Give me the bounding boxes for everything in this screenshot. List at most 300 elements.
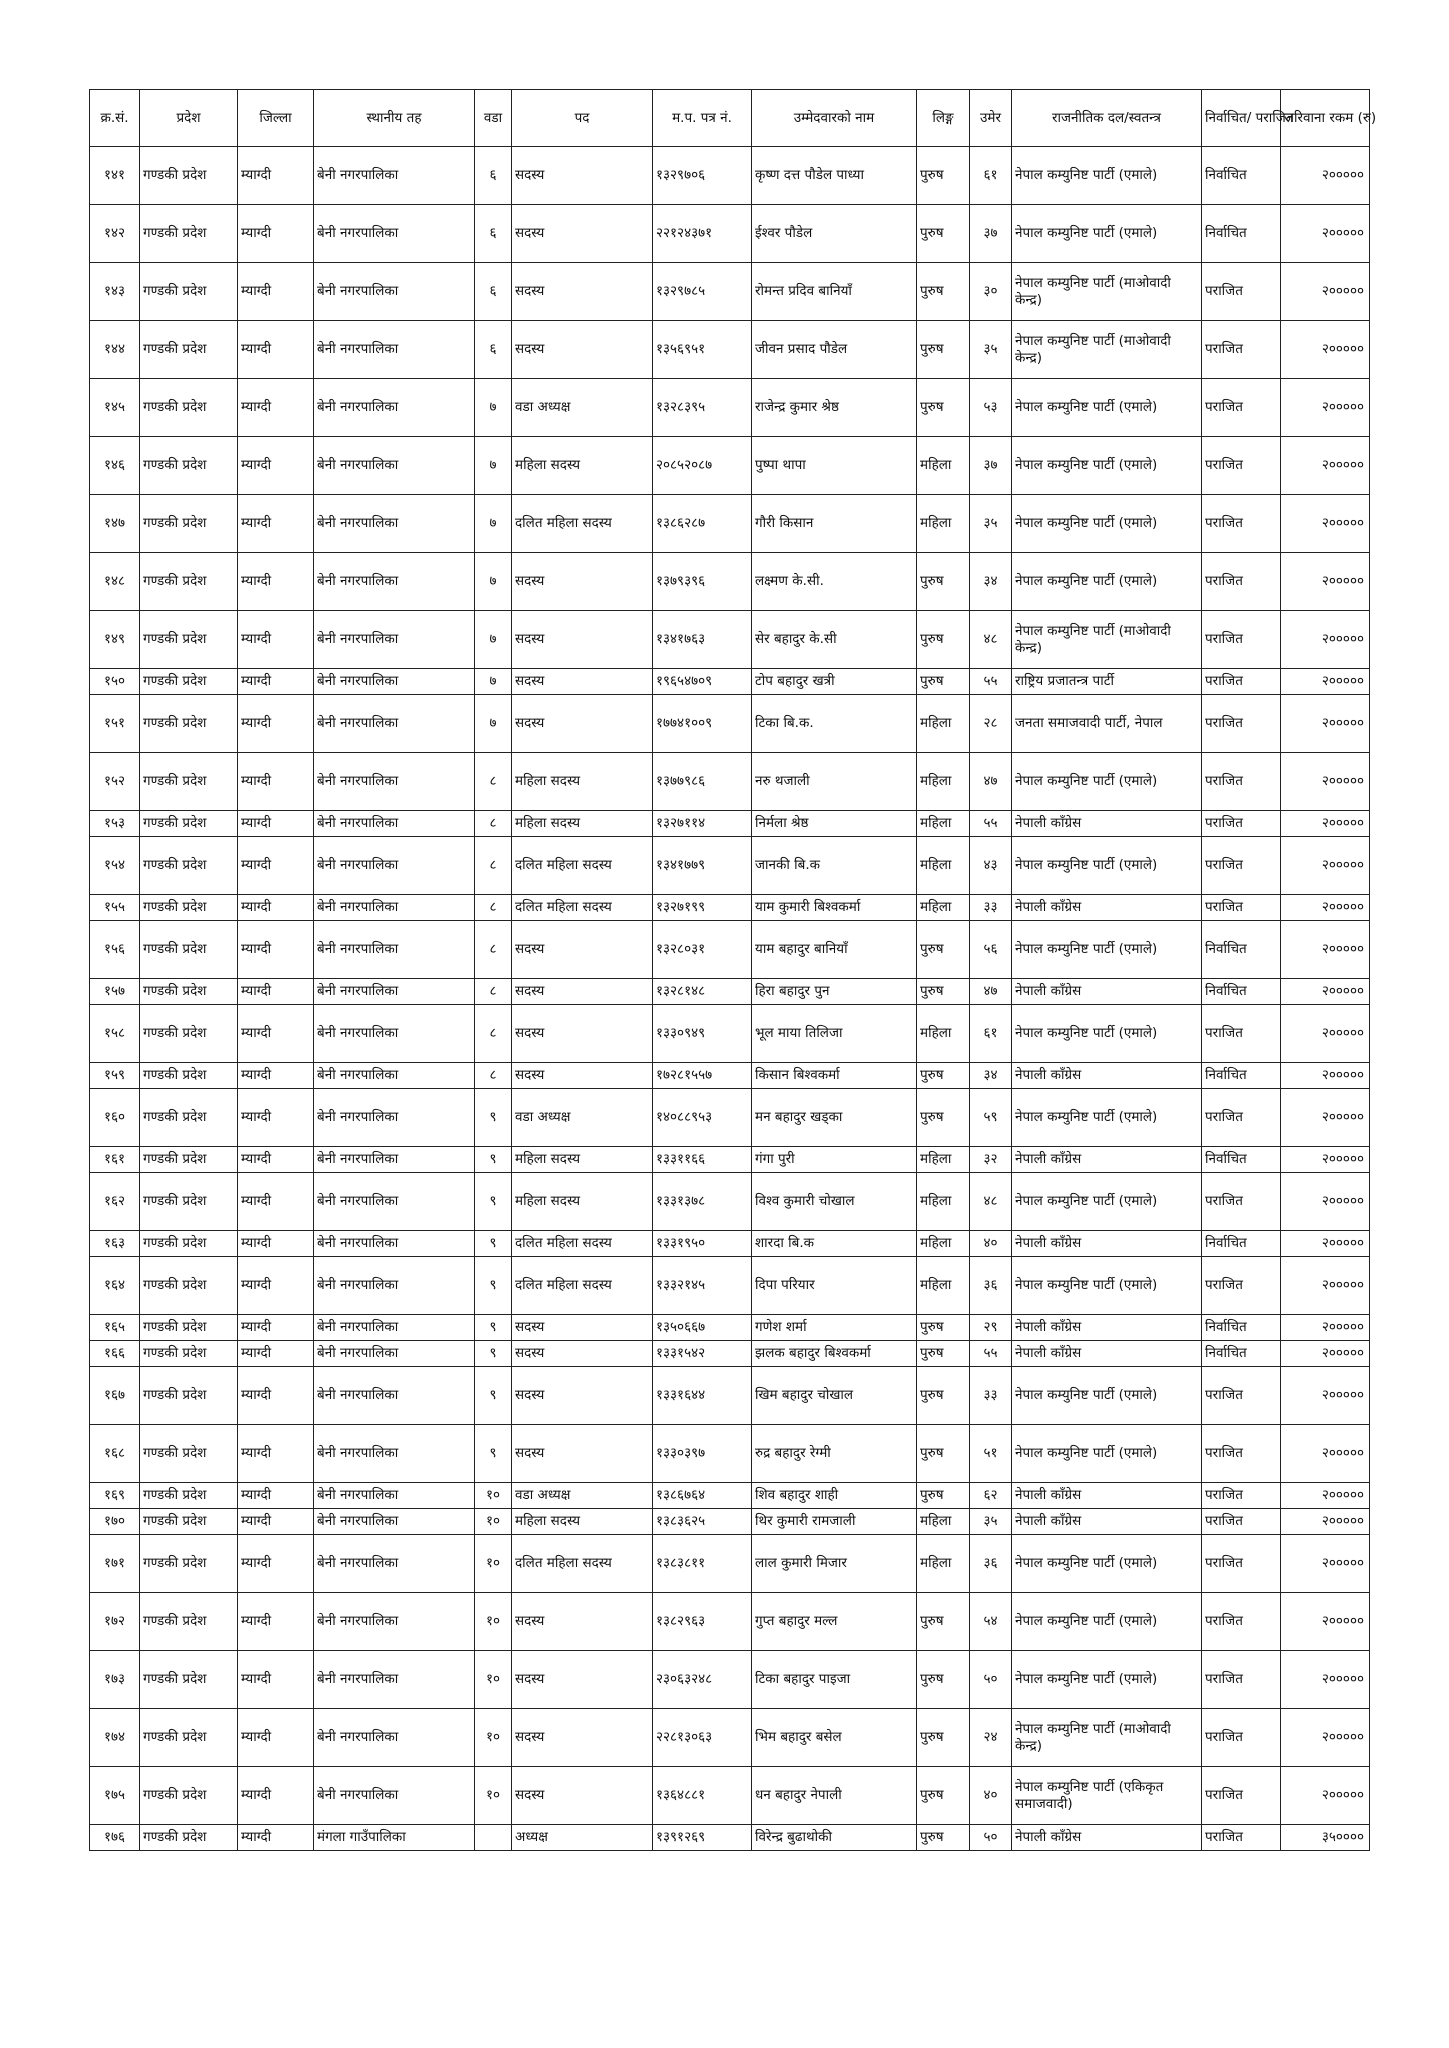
cell-gender: पुरुष bbox=[917, 147, 970, 205]
cell-local-level: बेनी नगरपालिका bbox=[314, 1231, 475, 1257]
cell-local-level: बेनी नगरपालिका bbox=[314, 1005, 475, 1063]
cell-ward: ७ bbox=[475, 669, 512, 695]
cell-age: ३५ bbox=[970, 321, 1012, 379]
cell-result: पराजित bbox=[1202, 321, 1281, 379]
cell-party: राष्ट्रिय प्रजातन्त्र पार्टी bbox=[1012, 669, 1202, 695]
cell-province: गण्डकी प्रदेश bbox=[140, 1709, 238, 1767]
cell-fine-amount: २००००० bbox=[1281, 1509, 1370, 1535]
cell-age: ३७ bbox=[970, 205, 1012, 263]
cell-result: निर्वाचित bbox=[1202, 1231, 1281, 1257]
cell-post: सदस्य bbox=[512, 1005, 653, 1063]
table-row bbox=[90, 1509, 1370, 1535]
table-row bbox=[90, 1367, 1370, 1425]
cell-ward: ६ bbox=[475, 147, 512, 205]
table-row bbox=[90, 669, 1370, 695]
cell-gender: महिला bbox=[917, 1509, 970, 1535]
cell-fine-amount: २००००० bbox=[1281, 669, 1370, 695]
cell-ward: १० bbox=[475, 1535, 512, 1593]
cell-fine-amount: २००००० bbox=[1281, 695, 1370, 753]
cell-post: महिला सदस्य bbox=[512, 1147, 653, 1173]
cell-result: पराजित bbox=[1202, 1709, 1281, 1767]
cell-ballot-number: १७७४१००९ bbox=[653, 695, 752, 753]
cell-serial: १४६ bbox=[90, 437, 140, 495]
cell-age: ३४ bbox=[970, 1063, 1012, 1089]
cell-gender: पुरुष bbox=[917, 979, 970, 1005]
cell-post: दलित महिला सदस्य bbox=[512, 1257, 653, 1315]
cell-gender: महिला bbox=[917, 1147, 970, 1173]
cell-age: ५९ bbox=[970, 1089, 1012, 1147]
cell-serial: १६० bbox=[90, 1089, 140, 1147]
cell-fine-amount: २००००० bbox=[1281, 379, 1370, 437]
table-row bbox=[90, 837, 1370, 895]
cell-party: नेपाल कम्युनिष्ट पार्टी (माओवादी केन्द्र) bbox=[1012, 321, 1202, 379]
cell-post: सदस्य bbox=[512, 979, 653, 1005]
cell-candidate-name: रोमन्त प्रदिव बानियाँ bbox=[752, 263, 917, 321]
cell-local-level: बेनी नगरपालिका bbox=[314, 321, 475, 379]
cell-province: गण्डकी प्रदेश bbox=[140, 695, 238, 753]
cell-result: पराजित bbox=[1202, 553, 1281, 611]
cell-district: म्याग्दी bbox=[238, 669, 314, 695]
cell-fine-amount: २००००० bbox=[1281, 1257, 1370, 1315]
cell-local-level: बेनी नगरपालिका bbox=[314, 147, 475, 205]
table-row bbox=[90, 1005, 1370, 1063]
col-header-age: उमेर bbox=[970, 90, 1012, 147]
cell-post: सदस्य bbox=[512, 147, 653, 205]
cell-province: गण्डकी प्रदेश bbox=[140, 1509, 238, 1535]
col-header-ballot-number: म.प. पत्र नं. bbox=[653, 90, 752, 147]
cell-age: ५० bbox=[970, 1651, 1012, 1709]
cell-fine-amount: २००००० bbox=[1281, 979, 1370, 1005]
cell-party: नेपाल कम्युनिष्ट पार्टी (एमाले) bbox=[1012, 553, 1202, 611]
table-row bbox=[90, 553, 1370, 611]
cell-gender: महिला bbox=[917, 1173, 970, 1231]
cell-ballot-number: २३०६३२४८ bbox=[653, 1651, 752, 1709]
cell-result: पराजित bbox=[1202, 753, 1281, 811]
cell-local-level: बेनी नगरपालिका bbox=[314, 1367, 475, 1425]
cell-gender: महिला bbox=[917, 895, 970, 921]
cell-post: सदस्य bbox=[512, 1651, 653, 1709]
cell-age: ५१ bbox=[970, 1425, 1012, 1483]
cell-post: सदस्य bbox=[512, 1063, 653, 1089]
cell-post: सदस्य bbox=[512, 263, 653, 321]
cell-gender: महिला bbox=[917, 753, 970, 811]
cell-ballot-number: २२१२४३७१ bbox=[653, 205, 752, 263]
cell-party: नेपाल कम्युनिष्ट पार्टी (एमाले) bbox=[1012, 437, 1202, 495]
cell-candidate-name: टिका बि.क. bbox=[752, 695, 917, 753]
cell-result: निर्वाचित bbox=[1202, 921, 1281, 979]
table-row bbox=[90, 379, 1370, 437]
cell-fine-amount: २००००० bbox=[1281, 1651, 1370, 1709]
cell-gender: पुरुष bbox=[917, 553, 970, 611]
cell-age: ३५ bbox=[970, 1509, 1012, 1535]
cell-serial: १४९ bbox=[90, 611, 140, 669]
cell-ballot-number: १३२९७०६ bbox=[653, 147, 752, 205]
cell-post: सदस्य bbox=[512, 1593, 653, 1651]
cell-party: नेपाल कम्युनिष्ट पार्टी (एमाले) bbox=[1012, 1173, 1202, 1231]
cell-ballot-number: १३८६७६४ bbox=[653, 1483, 752, 1509]
cell-serial: १४१ bbox=[90, 147, 140, 205]
table-row bbox=[90, 437, 1370, 495]
cell-local-level: बेनी नगरपालिका bbox=[314, 695, 475, 753]
cell-ward: ९ bbox=[475, 1315, 512, 1341]
cell-local-level: बेनी नगरपालिका bbox=[314, 979, 475, 1005]
cell-candidate-name: टिका बहादुर पाइजा bbox=[752, 1651, 917, 1709]
cell-gender: पुरुष bbox=[917, 1425, 970, 1483]
cell-serial: १६४ bbox=[90, 1257, 140, 1315]
cell-fine-amount: २००००० bbox=[1281, 1709, 1370, 1767]
cell-fine-amount: २००००० bbox=[1281, 1483, 1370, 1509]
table-row bbox=[90, 1089, 1370, 1147]
cell-local-level: बेनी नगरपालिका bbox=[314, 1173, 475, 1231]
cell-result: पराजित bbox=[1202, 811, 1281, 837]
cell-local-level: बेनी नगरपालिका bbox=[314, 205, 475, 263]
cell-gender: महिला bbox=[917, 495, 970, 553]
cell-gender: महिला bbox=[917, 695, 970, 753]
cell-candidate-name: पुष्पा थापा bbox=[752, 437, 917, 495]
cell-ballot-number: १९६५४७०९ bbox=[653, 669, 752, 695]
cell-province: गण्डकी प्रदेश bbox=[140, 205, 238, 263]
cell-serial: १६३ bbox=[90, 1231, 140, 1257]
cell-ballot-number: १४०८८९५३ bbox=[653, 1089, 752, 1147]
cell-result: निर्वाचित bbox=[1202, 979, 1281, 1005]
cell-post: वडा अध्यक्ष bbox=[512, 379, 653, 437]
cell-post: दलित महिला सदस्य bbox=[512, 1535, 653, 1593]
cell-party: नेपाल कम्युनिष्ट पार्टी (एमाले) bbox=[1012, 1257, 1202, 1315]
cell-result: पराजित bbox=[1202, 1593, 1281, 1651]
cell-fine-amount: २००००० bbox=[1281, 553, 1370, 611]
cell-post: सदस्य bbox=[512, 321, 653, 379]
cell-district: म्याग्दी bbox=[238, 979, 314, 1005]
cell-serial: १५० bbox=[90, 669, 140, 695]
cell-ballot-number: १३६४८८१ bbox=[653, 1767, 752, 1825]
cell-ward: ८ bbox=[475, 895, 512, 921]
cell-ballot-number: १३५०६६७ bbox=[653, 1315, 752, 1341]
cell-result: पराजित bbox=[1202, 437, 1281, 495]
cell-party: नेपाली काँग्रेस bbox=[1012, 895, 1202, 921]
table-row bbox=[90, 1231, 1370, 1257]
cell-party: नेपाली काँग्रेस bbox=[1012, 979, 1202, 1005]
cell-district: म्याग्दी bbox=[238, 1173, 314, 1231]
cell-province: गण्डकी प्रदेश bbox=[140, 1257, 238, 1315]
cell-serial: १४४ bbox=[90, 321, 140, 379]
cell-fine-amount: २००००० bbox=[1281, 1147, 1370, 1173]
cell-local-level: बेनी नगरपालिका bbox=[314, 611, 475, 669]
cell-district: म्याग्दी bbox=[238, 811, 314, 837]
cell-party: नेपाल कम्युनिष्ट पार्टी (एकिकृत समाजवादी) bbox=[1012, 1767, 1202, 1825]
cell-candidate-name: हिरा बहादुर पुन bbox=[752, 979, 917, 1005]
cell-candidate-name: भिम बहादुर बसेल bbox=[752, 1709, 917, 1767]
cell-ward: १० bbox=[475, 1709, 512, 1767]
cell-serial: १५४ bbox=[90, 837, 140, 895]
cell-ballot-number: १३३१९५० bbox=[653, 1231, 752, 1257]
cell-post: वडा अध्यक्ष bbox=[512, 1089, 653, 1147]
cell-party: नेपाल कम्युनिष्ट पार्टी (माओवादी केन्द्र) bbox=[1012, 611, 1202, 669]
cell-result: निर्वाचित bbox=[1202, 205, 1281, 263]
cell-party: जनता समाजवादी पार्टी, नेपाल bbox=[1012, 695, 1202, 753]
cell-province: गण्डकी प्रदेश bbox=[140, 1483, 238, 1509]
cell-result: पराजित bbox=[1202, 1509, 1281, 1535]
cell-province: गण्डकी प्रदेश bbox=[140, 1535, 238, 1593]
cell-province: गण्डकी प्रदेश bbox=[140, 1825, 238, 1851]
table-row bbox=[90, 205, 1370, 263]
cell-district: म्याग्दी bbox=[238, 553, 314, 611]
cell-gender: पुरुष bbox=[917, 611, 970, 669]
cell-gender: पुरुष bbox=[917, 1593, 970, 1651]
cell-post: सदस्य bbox=[512, 669, 653, 695]
cell-candidate-name: झलक बहादुर बिश्वकर्मा bbox=[752, 1341, 917, 1367]
cell-gender: पुरुष bbox=[917, 669, 970, 695]
cell-candidate-name: शारदा बि.क bbox=[752, 1231, 917, 1257]
col-header-candidate-name: उम्मेदवारको नाम bbox=[752, 90, 917, 147]
cell-province: गण्डकी प्रदेश bbox=[140, 895, 238, 921]
cell-candidate-name: थिर कुमारी रामजाली bbox=[752, 1509, 917, 1535]
cell-ballot-number: १३२९७८५ bbox=[653, 263, 752, 321]
cell-party: नेपाली काँग्रेस bbox=[1012, 1147, 1202, 1173]
cell-candidate-name: विरेन्द्र बुढाथोकी bbox=[752, 1825, 917, 1851]
cell-gender: महिला bbox=[917, 437, 970, 495]
cell-district: म्याग्दी bbox=[238, 1147, 314, 1173]
cell-ward: ९ bbox=[475, 1367, 512, 1425]
cell-fine-amount: २००००० bbox=[1281, 147, 1370, 205]
cell-ballot-number: १३७९३९६ bbox=[653, 553, 752, 611]
cell-candidate-name: निर्मला श्रेष्ठ bbox=[752, 811, 917, 837]
cell-gender: पुरुष bbox=[917, 1063, 970, 1089]
cell-result: निर्वाचित bbox=[1202, 1341, 1281, 1367]
cell-fine-amount: २००००० bbox=[1281, 837, 1370, 895]
cell-ballot-number: १३३१६४४ bbox=[653, 1367, 752, 1425]
cell-result: पराजित bbox=[1202, 1367, 1281, 1425]
table-row bbox=[90, 1063, 1370, 1089]
cell-post: सदस्य bbox=[512, 1425, 653, 1483]
cell-district: म्याग्दी bbox=[238, 1367, 314, 1425]
table-row bbox=[90, 895, 1370, 921]
cell-province: गण्डकी प्रदेश bbox=[140, 1005, 238, 1063]
cell-post: सदस्य bbox=[512, 695, 653, 753]
cell-gender: महिला bbox=[917, 1535, 970, 1593]
cell-serial: १५३ bbox=[90, 811, 140, 837]
cell-age: ३२ bbox=[970, 1147, 1012, 1173]
cell-serial: १४५ bbox=[90, 379, 140, 437]
cell-fine-amount: २००००० bbox=[1281, 437, 1370, 495]
cell-district: म्याग्दी bbox=[238, 921, 314, 979]
cell-result: पराजित bbox=[1202, 263, 1281, 321]
cell-gender: महिला bbox=[917, 1231, 970, 1257]
cell-ward: ६ bbox=[475, 321, 512, 379]
cell-candidate-name: सेर बहादुर के.सी bbox=[752, 611, 917, 669]
cell-local-level: बेनी नगरपालिका bbox=[314, 263, 475, 321]
cell-serial: १४८ bbox=[90, 553, 140, 611]
cell-result: पराजित bbox=[1202, 1173, 1281, 1231]
cell-gender: पुरुष bbox=[917, 1089, 970, 1147]
cell-post: महिला सदस्य bbox=[512, 811, 653, 837]
cell-post: सदस्य bbox=[512, 1315, 653, 1341]
cell-gender: पुरुष bbox=[917, 1709, 970, 1767]
cell-fine-amount: २००००० bbox=[1281, 1767, 1370, 1825]
cell-party: नेपाल कम्युनिष्ट पार्टी (एमाले) bbox=[1012, 1593, 1202, 1651]
cell-serial: १४२ bbox=[90, 205, 140, 263]
cell-district: म्याग्दी bbox=[238, 379, 314, 437]
cell-gender: पुरुष bbox=[917, 205, 970, 263]
cell-ward: ७ bbox=[475, 553, 512, 611]
cell-province: गण्डकी प्रदेश bbox=[140, 147, 238, 205]
cell-age: ५५ bbox=[970, 669, 1012, 695]
cell-fine-amount: २००००० bbox=[1281, 321, 1370, 379]
cell-ward: ६ bbox=[475, 263, 512, 321]
cell-result: पराजित bbox=[1202, 1535, 1281, 1593]
cell-result: पराजित bbox=[1202, 379, 1281, 437]
col-header-local-level: स्थानीय तह bbox=[314, 90, 475, 147]
cell-age: ६१ bbox=[970, 1005, 1012, 1063]
cell-fine-amount: २००००० bbox=[1281, 1425, 1370, 1483]
cell-province: गण्डकी प्रदेश bbox=[140, 1367, 238, 1425]
cell-post: सदस्य bbox=[512, 1709, 653, 1767]
cell-party: नेपाल कम्युनिष्ट पार्टी (माओवादी केन्द्र) bbox=[1012, 263, 1202, 321]
cell-candidate-name: राजेन्द्र कुमार श्रेष्ठ bbox=[752, 379, 917, 437]
cell-party: नेपाली काँग्रेस bbox=[1012, 1315, 1202, 1341]
col-header-fine-amount: जरिवाना रकम (रु) bbox=[1281, 90, 1370, 147]
cell-local-level: बेनी नगरपालिका bbox=[314, 495, 475, 553]
cell-post: महिला सदस्य bbox=[512, 1173, 653, 1231]
col-header-result: निर्वाचित/ पराजित bbox=[1202, 90, 1281, 147]
cell-fine-amount: २००००० bbox=[1281, 205, 1370, 263]
cell-fine-amount: २००००० bbox=[1281, 495, 1370, 553]
cell-post: दलित महिला सदस्य bbox=[512, 837, 653, 895]
cell-result: पराजित bbox=[1202, 669, 1281, 695]
cell-local-level: बेनी नगरपालिका bbox=[314, 1147, 475, 1173]
cell-fine-amount: ३५०००० bbox=[1281, 1825, 1370, 1851]
cell-party: नेपाली काँग्रेस bbox=[1012, 1509, 1202, 1535]
cell-result: पराजित bbox=[1202, 695, 1281, 753]
cell-candidate-name: शिव बहादुर शाही bbox=[752, 1483, 917, 1509]
cell-candidate-name: लाल कुमारी मिजार bbox=[752, 1535, 917, 1593]
cell-candidate-name: रुद्र बहादुर रेग्मी bbox=[752, 1425, 917, 1483]
cell-province: गण्डकी प्रदेश bbox=[140, 811, 238, 837]
cell-serial: १६७ bbox=[90, 1367, 140, 1425]
cell-age: ३६ bbox=[970, 1535, 1012, 1593]
cell-post: सदस्य bbox=[512, 611, 653, 669]
cell-post: सदस्य bbox=[512, 1367, 653, 1425]
cell-district: म्याग्दी bbox=[238, 1767, 314, 1825]
cell-post: सदस्य bbox=[512, 921, 653, 979]
cell-age: ३३ bbox=[970, 895, 1012, 921]
table-row bbox=[90, 1315, 1370, 1341]
cell-serial: १६१ bbox=[90, 1147, 140, 1173]
cell-party: नेपाली काँग्रेस bbox=[1012, 1825, 1202, 1851]
cell-candidate-name: याम कुमारी बिश्वकर्मा bbox=[752, 895, 917, 921]
cell-candidate-name: भूल माया तिलिजा bbox=[752, 1005, 917, 1063]
cell-ward: १० bbox=[475, 1767, 512, 1825]
cell-post: वडा अध्यक्ष bbox=[512, 1483, 653, 1509]
cell-province: गण्डकी प्रदेश bbox=[140, 1089, 238, 1147]
cell-candidate-name: किसान बिश्वकर्मा bbox=[752, 1063, 917, 1089]
cell-result: पराजित bbox=[1202, 1005, 1281, 1063]
cell-fine-amount: २००००० bbox=[1281, 1173, 1370, 1231]
cell-fine-amount: २००००० bbox=[1281, 1341, 1370, 1367]
cell-local-level: बेनी नगरपालिका bbox=[314, 1709, 475, 1767]
cell-party: नेपाली काँग्रेस bbox=[1012, 1063, 1202, 1089]
cell-district: म्याग्दी bbox=[238, 1005, 314, 1063]
cell-fine-amount: २००००० bbox=[1281, 611, 1370, 669]
cell-ward: ९ bbox=[475, 1089, 512, 1147]
cell-age: ५५ bbox=[970, 811, 1012, 837]
cell-province: गण्डकी प्रदेश bbox=[140, 1231, 238, 1257]
table-row bbox=[90, 1535, 1370, 1593]
cell-ballot-number: १३७७९८६ bbox=[653, 753, 752, 811]
cell-district: म्याग्दी bbox=[238, 1231, 314, 1257]
cell-district: म्याग्दी bbox=[238, 611, 314, 669]
cell-province: गण्डकी प्रदेश bbox=[140, 321, 238, 379]
cell-serial: १५१ bbox=[90, 695, 140, 753]
cell-ballot-number: १३५६९५१ bbox=[653, 321, 752, 379]
table-row bbox=[90, 321, 1370, 379]
cell-local-level: बेनी नगरपालिका bbox=[314, 1535, 475, 1593]
cell-candidate-name: गणेश शर्मा bbox=[752, 1315, 917, 1341]
table-row bbox=[90, 1257, 1370, 1315]
cell-province: गण्डकी प्रदेश bbox=[140, 1063, 238, 1089]
cell-party: नेपाल कम्युनिष्ट पार्टी (एमाले) bbox=[1012, 753, 1202, 811]
cell-candidate-name: गौरी किसान bbox=[752, 495, 917, 553]
cell-province: गण्डकी प्रदेश bbox=[140, 921, 238, 979]
cell-district: म्याग्दी bbox=[238, 895, 314, 921]
cell-province: गण्डकी प्रदेश bbox=[140, 1651, 238, 1709]
cell-serial: १७० bbox=[90, 1509, 140, 1535]
cell-serial: १५२ bbox=[90, 753, 140, 811]
cell-party: नेपाल कम्युनिष्ट पार्टी (एमाले) bbox=[1012, 1651, 1202, 1709]
cell-province: गण्डकी प्रदेश bbox=[140, 1767, 238, 1825]
cell-local-level: बेनी नगरपालिका bbox=[314, 1257, 475, 1315]
cell-gender: पुरुष bbox=[917, 1315, 970, 1341]
cell-age: ३५ bbox=[970, 495, 1012, 553]
cell-serial: १४७ bbox=[90, 495, 140, 553]
cell-age: ५४ bbox=[970, 1593, 1012, 1651]
cell-age: ४८ bbox=[970, 1173, 1012, 1231]
cell-district: म्याग्दी bbox=[238, 263, 314, 321]
cell-age: ६२ bbox=[970, 1483, 1012, 1509]
cell-local-level: बेनी नगरपालिका bbox=[314, 1483, 475, 1509]
cell-province: गण्डकी प्रदेश bbox=[140, 1341, 238, 1367]
cell-party: नेपाल कम्युनिष्ट पार्टी (माओवादी केन्द्र) bbox=[1012, 1709, 1202, 1767]
cell-gender: पुरुष bbox=[917, 379, 970, 437]
cell-district: म्याग्दी bbox=[238, 205, 314, 263]
cell-local-level: बेनी नगरपालिका bbox=[314, 1593, 475, 1651]
cell-fine-amount: २००००० bbox=[1281, 921, 1370, 979]
cell-candidate-name: जानकी बि.क bbox=[752, 837, 917, 895]
cell-local-level: बेनी नगरपालिका bbox=[314, 811, 475, 837]
cell-result: पराजित bbox=[1202, 611, 1281, 669]
cell-local-level: बेनी नगरपालिका bbox=[314, 921, 475, 979]
col-header-province: प्रदेश bbox=[140, 90, 238, 147]
cell-result: पराजित bbox=[1202, 1089, 1281, 1147]
cell-district: म्याग्दी bbox=[238, 1593, 314, 1651]
cell-result: पराजित bbox=[1202, 1425, 1281, 1483]
cell-age: ३४ bbox=[970, 553, 1012, 611]
cell-ballot-number: १३३१५४२ bbox=[653, 1341, 752, 1367]
col-header-district: जिल्ला bbox=[238, 90, 314, 147]
cell-gender: महिला bbox=[917, 811, 970, 837]
cell-ward: ७ bbox=[475, 379, 512, 437]
cell-district: म्याग्दी bbox=[238, 695, 314, 753]
cell-district: म्याग्दी bbox=[238, 495, 314, 553]
cell-serial: १५६ bbox=[90, 921, 140, 979]
cell-province: गण्डकी प्रदेश bbox=[140, 379, 238, 437]
cell-province: गण्डकी प्रदेश bbox=[140, 1315, 238, 1341]
candidate-table bbox=[89, 89, 1377, 1851]
cell-province: गण्डकी प्रदेश bbox=[140, 1173, 238, 1231]
cell-post: सदस्य bbox=[512, 1767, 653, 1825]
cell-party: नेपाली काँग्रेस bbox=[1012, 811, 1202, 837]
cell-district: म्याग्दी bbox=[238, 1257, 314, 1315]
cell-serial: १६२ bbox=[90, 1173, 140, 1231]
